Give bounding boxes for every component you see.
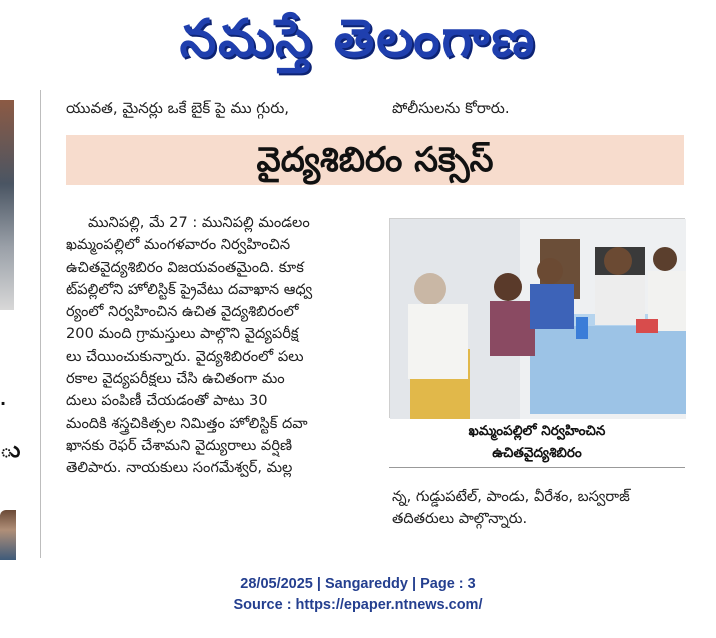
source-url: Source : https://epaper.ntnews.com/: [233, 597, 483, 613]
edition-info: 28/05/2025 | Sangareddy | Page : 3: [240, 576, 476, 592]
body-line: తెలిపారు. నాయకులు సంగమేశ్వర్, మల్ల: [66, 459, 293, 477]
body-line: ఉచితవైద్యశిబిరం విజయవంతమైంది. కూక: [66, 258, 304, 276]
body-line: ఖానకు రెఫర్ చేశామని వైద్యురాలు వర్షిణి: [66, 436, 293, 454]
body-line: ట్‌పల్లిలోని హోలిస్టిక్ ప్రైవేటు దవాఖాన ఆధ్వ: [66, 280, 313, 298]
newspaper-logo: నమస్తే తెలంగాణ: [179, 9, 537, 69]
medical-camp-photo: [389, 218, 685, 418]
fragment-text-1: .: [0, 390, 7, 409]
previous-article-line-right: పోలీసులను కోరారు.: [392, 99, 510, 117]
body-line: లు చేయించుకున్నారు. వైద్యశిబిరంలో పలు: [66, 347, 304, 365]
caption-line: ఖమ్మంపల్లిలో నిర్వహించిన: [468, 423, 606, 439]
previous-article-line: యువత, మైనర్లు ఒకే బైక్ పై ము గ్గురు,: [66, 99, 290, 117]
body-line: ర్యంలో నిర్వహించిన ఉచిత వైద్యశిబిరంలో: [66, 303, 299, 321]
article-continuation: [392, 486, 692, 531]
photo-caption: [389, 420, 685, 468]
caption-line: ఉచితవైద్యశిబిరం: [492, 445, 582, 461]
body-line: మందికి శస్త్రచికిత్సల నిమిత్తం హోలిస్టిక్ దవా: [66, 414, 308, 432]
body-line: తదితరులు పాల్గొన్నారు.: [392, 510, 528, 528]
article-headline: వైద్యశిబిరం సక్సెస్: [256, 140, 494, 180]
body-line: మునిపల్లి, మే 27 : మునిపల్లి మండలం: [88, 214, 310, 231]
adjacent-photo-fragment: [0, 100, 14, 310]
body-line: ఖమ్మంపల్లిలో మంగళవారం నిర్వహించిన: [66, 236, 291, 254]
source-footer: [0, 574, 716, 616]
medical-camp-illustration: [390, 219, 686, 419]
body-line: న్న, గుడ్డుపటేల్, పాండు, వీరేశం, బస్వరాజ్: [392, 488, 630, 505]
adjacent-person-photo-fragment: [0, 510, 16, 560]
body-line: దులు పంపిణీ చేయడంతో పాటు 30: [66, 392, 268, 410]
article-body: [66, 212, 382, 480]
masthead: [0, 0, 716, 82]
body-line: రకాల వైద్యపరీక్షలు చేసి ఉచితంగా మం: [66, 370, 285, 388]
adjacent-article-fragment: [0, 100, 21, 560]
body-line: 200 మంది గ్రామస్తులు పాల్గొని వైద్యపరీక్ష: [66, 325, 299, 343]
fragment-text-2: ు: [0, 438, 21, 463]
headline-banner: [66, 135, 684, 185]
